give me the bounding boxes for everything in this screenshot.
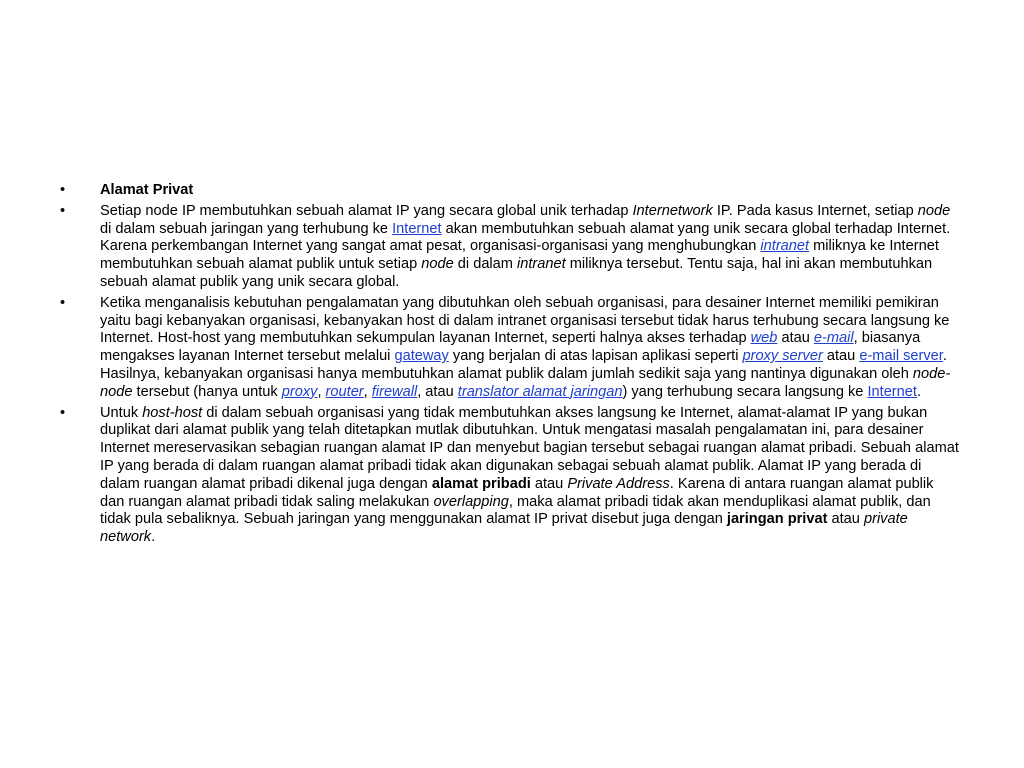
text: . Hasilnya, kebanyakan organisasi hanya membutuhkan alamat publik dalam jumlah sedikit saja yang nantinya digunakan oleh	[100, 348, 947, 382]
text: tersebut (hanya untuk	[132, 383, 282, 400]
italic-term: overlapping	[433, 493, 509, 510]
text: . Karena di antara ruangan alamat publik dan ruangan alamat pribadi tidak saling melakukan	[100, 475, 934, 510]
link-e-mail[interactable]: e-mail	[813, 330, 854, 347]
section-heading: Alamat Privat	[100, 182, 194, 198]
text: atau	[777, 330, 814, 347]
text: di dalam sebuah jaringan yang terhubung ke	[100, 220, 393, 237]
text: ,	[363, 383, 372, 400]
text: miliknya ke Internet membutuhkan sebuah alamat publik untuk setiap	[100, 238, 939, 273]
italic-term: host-host	[142, 404, 203, 421]
text: Ketika menganalisis kebutuhan pengalamatan yang dibutuhkan oleh sebuah organisasi, para desainer Internet memiliki pemikiran yaitu bagi kebanyakan organisasi, kebanyakan host di dalam intranet organisasi tersebut tidak harus terhubung secara langsung ke Internet. Host-host yang membutuhkan sekumpulan layanan Internet, seperti halnya akses terhadap	[100, 294, 950, 347]
text: atau	[530, 475, 568, 492]
italic-term: node	[421, 256, 454, 273]
link-internet[interactable]: Internet	[392, 220, 442, 237]
bullet-item-title	[60, 182, 960, 200]
link-web[interactable]: web	[750, 330, 778, 347]
link-firewall[interactable]: firewall	[371, 383, 418, 400]
text: , biasanya mengakses layanan Internet tersebut melalui	[100, 330, 921, 365]
link-proxy[interactable]: proxy	[281, 383, 318, 400]
link-proxy-server[interactable]: proxy server	[742, 348, 823, 365]
text: akan membutuhkan sebuah alamat yang unik secara global terhadap Internet. Karena perkembangan Internet yang sangat amat pesat, organisasi-organisasi yang menghubungkan	[100, 220, 951, 255]
text: atau	[822, 348, 860, 365]
text: yang berjalan di atas lapisan aplikasi seperti	[448, 348, 743, 365]
italic-term: node	[917, 202, 951, 219]
link-translator-alamat-jaringan[interactable]: translator alamat jaringan	[457, 383, 623, 400]
text: di dalam sebuah organisasi yang tidak membutuhkan akses langsung ke Internet, alamat-alamat IP yang bukan duplikat dari alamat publik yang telah ditetapkan mutlak dibutuhkan. Untuk mengatasi masalah pengalamatan ini, para desainer Internet mereservasikan sebagian ruangan alamat IP dan menyebut bagian tersebut sebagai ruangan alamat pribadi. Sebuah alamat IP yang berada di dalam ruangan alamat pribadi tidak akan digunakan sebagai sebuah alamat publik. Alamat IP yang berada di dalam ruangan alamat pribadi dikenal juga dengan	[100, 404, 959, 492]
bullet-item-private-address	[60, 405, 960, 547]
bullet-icon: •	[60, 294, 66, 311]
link-e-mail-server[interactable]: e-mail server	[859, 348, 943, 365]
bullet-icon: •	[60, 202, 66, 219]
text: ) yang terhubung secara langsung ke	[622, 383, 868, 400]
text: atau	[827, 511, 864, 528]
bullet-item-analysis	[60, 295, 960, 402]
italic-term: Internetwork	[632, 202, 713, 219]
text: , maka alamat pribadi tidak akan menduplikasi alamat publik, dan tidak pula sebaliknya. Sebuah jaringan yang menggunakan alamat IP privat disebut juga dengan	[100, 493, 931, 528]
bullet-item-node-ip	[60, 203, 960, 292]
text: di dalam	[453, 256, 518, 273]
italic-term: private network	[100, 511, 908, 546]
text: .	[151, 529, 156, 546]
text: ,	[317, 383, 326, 400]
link-gateway[interactable]: gateway	[394, 348, 449, 365]
italic-term: intranet	[517, 256, 566, 273]
bold-term: jaringan privat	[726, 511, 828, 528]
text: miliknya tersebut. Tentu saja, hal ini akan membutuhkan sebuah alamat publik yang unik secara global.	[100, 256, 933, 290]
link-router[interactable]: router	[325, 383, 364, 400]
text: IP. Pada kasus Internet, setiap	[712, 202, 918, 219]
text: Untuk	[100, 404, 143, 421]
text: Setiap node IP membutuhkan sebuah alamat IP yang secara global unik terhadap	[100, 202, 633, 219]
link-intranet[interactable]: intranet	[760, 238, 810, 255]
bullet-icon: •	[60, 404, 66, 421]
bold-term: alamat pribadi	[431, 475, 531, 492]
bullet-icon: •	[60, 182, 66, 198]
link-internet-2[interactable]: Internet	[867, 383, 917, 400]
text: .	[916, 383, 922, 400]
text: , atau	[417, 383, 458, 400]
italic-term: node-node	[100, 365, 951, 400]
italic-term: Private Address	[567, 475, 670, 492]
bullet-list	[60, 182, 960, 550]
